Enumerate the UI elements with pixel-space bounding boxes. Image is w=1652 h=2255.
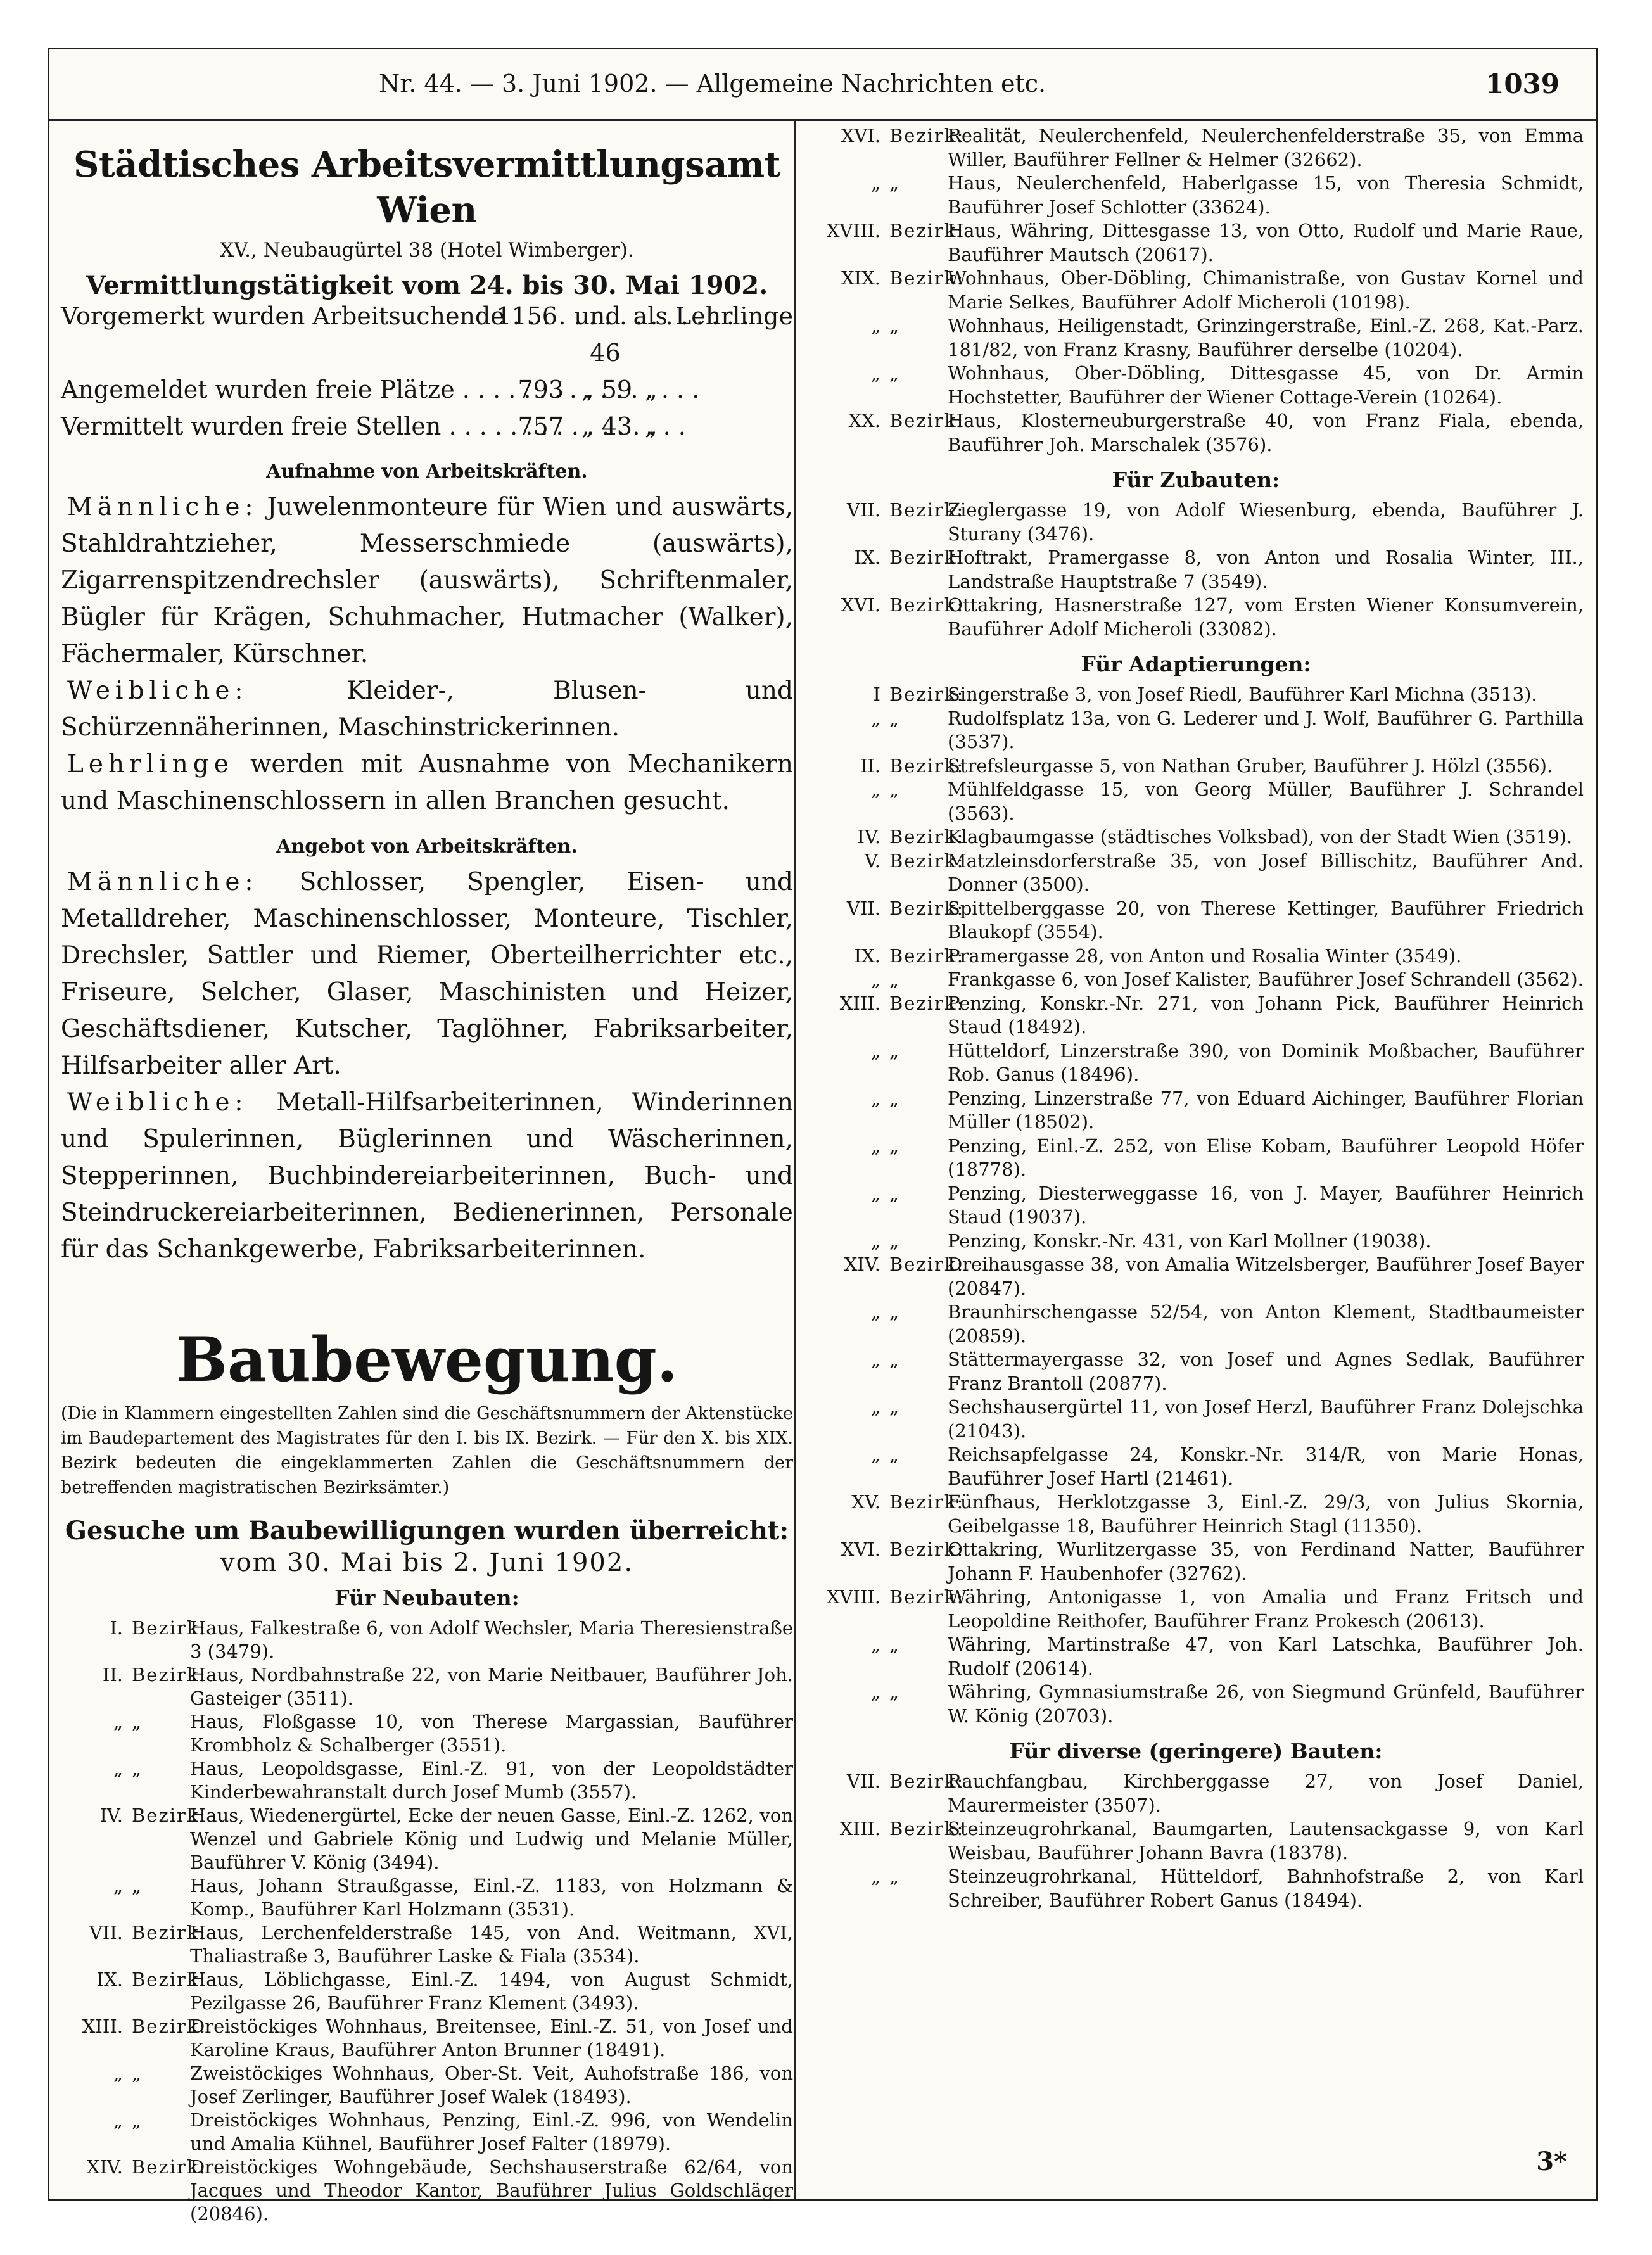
entry-district: XVI.: [841, 594, 880, 616]
permit-entry: [808, 1229, 1584, 1254]
entry-bezirk: Bezirk:: [132, 2016, 207, 2037]
entry-text: Penzing, Linzerstraße 77, von Eduard Aichinger, Bauführer Florian Müller (18502).: [948, 1087, 1584, 1133]
stat-suffix: „: [645, 412, 658, 440]
permit-entry: [808, 594, 1584, 641]
permit-entry: [808, 546, 1584, 594]
entry-district: I: [873, 683, 880, 705]
permit-entry: [808, 1395, 1584, 1443]
category-label: Männliche:: [67, 493, 258, 521]
entry-bezirk: „: [889, 1634, 901, 1655]
entry-text: Haus, Neulerchenfeld, Haberlgasse 15, von Theresia Schmidt, Bauführer Josef Schlotter (33624).: [948, 172, 1584, 218]
stat-apprentices: „ 59: [581, 376, 632, 403]
permit-entry: [808, 968, 1584, 992]
angebot-list: [61, 864, 793, 1268]
entry-bezirk: Bezirk:: [889, 547, 965, 568]
entry-text: Penzing, Konskr.-Nr. 431, von Karl Mollner (19038).: [948, 1229, 1432, 1252]
permit-entry: [808, 1182, 1584, 1229]
entry-text: Penzing, Diesterweggasse 16, von J. Mayer, Bauführer Heinrich Staud (19037).: [948, 1182, 1584, 1228]
entry-text: Währing, Gymnasiumstraße 26, von Siegmund Grünfeld, Bauführer W. König (20703).: [948, 1681, 1584, 1727]
permit-entry: [808, 499, 1584, 546]
permit-entry: [61, 2156, 793, 2226]
entry-district: „: [870, 315, 880, 336]
entry-bezirk: „: [889, 1301, 901, 1323]
diverse-list: [808, 1770, 1584, 1912]
entry-district: VII.: [846, 1770, 880, 1792]
entry-text: Haus, Währing, Dittesgasse 13, von Otto, Rudolf und Marie Raue, Bauführer Mautsch (20617).: [948, 220, 1584, 265]
entry-text: Spittelberggasse 20, von Therese Kettinger, Bauführer Friedrich Blaukopf (3554).: [948, 897, 1584, 943]
entry-bezirk: „: [889, 1087, 901, 1109]
newspaper-page: [48, 48, 1598, 2225]
entry-bezirk: Bezirk:: [889, 849, 965, 872]
entry-text: Pramergasse 28, von Anton und Rosalia Winter (3549).: [948, 944, 1462, 967]
stat-row: [61, 298, 793, 371]
entry-district: VII.: [846, 897, 880, 919]
entry-text: Mühlfeldgasse 15, von Georg Müller, Bauführer J. Schrandel (3563).: [948, 778, 1584, 824]
entry-district: „: [870, 1182, 880, 1204]
category-text: Metall-Hilfsarbeiterinnen, Winderinnen und Spulerinnen, Büglerinnen und Wäscherinnen, Stepperinnen, Buchbindereiarbeiterinnen, Buch- und Steindruckereiarbeiterinnen, Bedienerinnen, Personale für das Schankgewerbe, Fabriksarbeiterinnen.: [61, 1088, 793, 1264]
entry-bezirk: „: [132, 1711, 143, 1732]
entry-text: Dreistöckiges Wohngebäude, Sechshauserstraße 62/64, von Jacques und Theodor Kantor, Bauführer Julius Goldschläger (20846).: [190, 2156, 793, 2225]
stat-label: Angemeldet wurden freie Plätze . . .: [61, 371, 481, 408]
entry-district: XV.: [851, 1491, 880, 1513]
permit-entry: [808, 124, 1584, 172]
entry-text: Sechshausergürtel 11, von Josef Herzl, Bauführer Franz Dolejschka (21043).: [948, 1396, 1584, 1442]
entry-district: I.: [110, 1617, 123, 1639]
left-column: [53, 124, 793, 2226]
entry-bezirk: Bezirk:: [889, 1586, 965, 1608]
category-paragraph: [61, 746, 793, 820]
entry-district: IV.: [857, 826, 880, 848]
permit-entry: [808, 1300, 1584, 1348]
entry-text: Reichsapfelgasse 24, Konskr.-Nr. 314/R, von Marie Honas, Bauführer Josef Hartl (21461).: [948, 1444, 1584, 1489]
stat-suffix: „: [645, 376, 658, 403]
permit-entry: [808, 849, 1584, 897]
entry-district: VII.: [89, 1922, 123, 1943]
entry-bezirk: Bezirk:: [132, 1805, 207, 1826]
entry-bezirk: „: [889, 1396, 901, 1418]
entry-district: „: [870, 1634, 880, 1655]
entry-bezirk: „: [889, 1039, 901, 1062]
permit-entry: [61, 2015, 793, 2062]
baubewegung-title: Baubewegung.: [175, 1324, 678, 1395]
period-heading: Vermittlungstätigkeit vom 24. bis 30. Mai 1902.: [86, 270, 768, 300]
entry-district: II.: [860, 754, 880, 777]
entry-district: „: [870, 778, 880, 800]
entry-text: Haus, Johann Straußgasse, Einl.-Z. 1183, von Holzmann & Komp., Bauführer Karl Holzmann (3531).: [190, 1875, 793, 1920]
entry-bezirk: „: [889, 778, 901, 800]
entry-text: Wohnhaus, Ober-Döbling, Dittesgasse 45, von Dr. Armin Hochstetter, Bauführer der Wiener Cottage-Verein (10264).: [948, 362, 1584, 408]
entry-district: „: [113, 2109, 123, 2131]
entry-text: Hütteldorf, Linzerstraße 390, von Dominik Moßbacher, Bauführer Rob. Ganus (18496).: [948, 1039, 1584, 1085]
permit-entry: [808, 314, 1584, 362]
permit-entry: [808, 944, 1584, 969]
entry-bezirk: Bezirk:: [889, 992, 965, 1014]
entry-bezirk: „: [132, 1758, 143, 1779]
entry-text: Währing, Antonigasse 1, von Amalia und Franz Fritsch und Leopoldine Reithofer, Bauführer Franz Prokesch (20613).: [948, 1586, 1584, 1632]
stat-label: Vermittelt wurden freie Stellen . . .: [61, 408, 481, 445]
permit-entry: [808, 409, 1584, 457]
entry-bezirk: „: [889, 362, 901, 384]
category-label: Weibliche:: [67, 1088, 248, 1117]
permit-entry: [808, 1039, 1584, 1087]
category-paragraph: [61, 864, 793, 1084]
entry-text: Haus, Floßgasse 10, von Therese Margassian, Bauführer Krombholz & Schalberger (3551).: [190, 1711, 793, 1756]
baubewegung-note: (Die in Klammern eingestellten Zahlen sind die Geschäftsnummern der Aktenstücke im Baudepartement des Magistrates für den I. bis IX. Bezirk. — Für den X. bis XIX. Bezirk bedeuten die eingeklammerten Zahlen die Geschäftsnummern der betreffenden magistratischen Bezirksämter.): [61, 1404, 793, 1497]
entry-text: Wohnhaus, Heiligenstadt, Grinzingerstraße, Einl.-Z. 268, Kat.-Parz. 181/82, von Franz Krasny, Bauführer derselbe (10204).: [948, 315, 1584, 360]
permit-entry: [61, 1710, 793, 1757]
entry-text: Zieglergasse 19, von Adolf Wiesenburg, ebenda, Bauführer J. Sturany (3476).: [948, 499, 1584, 545]
entry-district: XIII.: [839, 1818, 880, 1839]
office-title: Städtisches Arbeitsvermittlungsamt Wien: [73, 144, 780, 231]
neubauten-heading: Für Neubauten:: [334, 1585, 519, 1610]
entry-district: XIII.: [839, 992, 880, 1014]
entry-text: Währing, Martinstraße 47, von Karl Latschka, Bauführer Joh. Rudolf (20614).: [948, 1634, 1584, 1679]
statistics-table: [61, 298, 793, 445]
permit-entry: [808, 1585, 1584, 1633]
entry-text: Penzing, Einl.-Z. 252, von Elise Kobam, Bauführer Leopold Höfer (18778).: [948, 1134, 1584, 1180]
adaptierungen-list: [808, 683, 1584, 1728]
entry-district: „: [870, 172, 880, 194]
entry-bezirk: Bezirk:: [889, 944, 965, 967]
entry-district: XIX.: [841, 267, 880, 289]
stat-seekers: 793: [518, 376, 564, 403]
entry-bezirk: Bezirk:: [889, 1818, 965, 1839]
entry-district: XIV.: [844, 1254, 880, 1275]
permit-entry: [808, 1134, 1584, 1182]
entry-district: IX.: [96, 1969, 123, 1990]
stat-suffix: als Lehrlinge: [633, 302, 793, 330]
entry-text: Haus, Nordbahnstraße 22, von Marie Neitbauer, Bauführer Joh. Gasteiger (3511).: [190, 1664, 793, 1709]
aufnahme-heading: Aufnahme von Arbeitskräften.: [266, 461, 588, 483]
category-paragraph: [61, 1084, 793, 1268]
entry-text: Stättermayergasse 32, von Josef und Agnes Sedlak, Bauführer Franz Brantoll (20877).: [948, 1349, 1584, 1394]
permit-entry: [808, 1770, 1584, 1817]
permit-entry: [808, 267, 1584, 314]
permit-entry: [61, 1968, 793, 2015]
entry-text: Hoftrakt, Pramergasse 8, von Anton und Rosalia Winter, III., Landstraße Hauptstraße 7 (3549).: [948, 547, 1584, 592]
entry-bezirk: „: [889, 969, 901, 990]
category-text: werden mit Ausnahme von Mechanikern und Maschinenschlossern in allen Branchen gesucht.: [61, 750, 793, 815]
permit-entry: [808, 1680, 1584, 1728]
entry-district: „: [870, 1444, 880, 1465]
entry-district: VII.: [846, 499, 880, 521]
category-label: Männliche:: [67, 868, 258, 896]
entry-district: XVIII.: [826, 1586, 880, 1608]
entry-bezirk: „: [889, 315, 901, 336]
permit-entry: [808, 1490, 1584, 1538]
stat-seekers: 1156: [496, 302, 557, 330]
stat-label: Vorgemerkt wurden Arbeitsuchende . . .: [61, 298, 481, 371]
permit-entry: [808, 1817, 1584, 1865]
entry-bezirk: Bezirk:: [889, 683, 965, 705]
adaptierungen-heading: Für Adaptierungen:: [1081, 652, 1311, 676]
permit-entry: [808, 219, 1584, 267]
entry-district: „: [870, 1087, 880, 1109]
neubauten-list-continued: [808, 124, 1584, 457]
entry-district: „: [113, 2062, 123, 2084]
entry-district: „: [870, 1301, 880, 1323]
permit-entry: [61, 1757, 793, 1804]
entry-district: „: [870, 1349, 880, 1370]
permit-entry: [61, 1663, 793, 1710]
permit-entry: [808, 754, 1584, 778]
column-divider: [794, 119, 796, 2199]
entry-bezirk: Bezirk:: [132, 1969, 207, 1990]
page-number: 1039: [1485, 68, 1560, 99]
entry-text: Penzing, Konskr.-Nr. 271, von Johann Pick, Bauführer Heinrich Staud (18492).: [948, 992, 1584, 1038]
entry-text: Strefsleurgasse 5, von Nathan Gruber, Bauführer J. Hölzl (3556).: [948, 754, 1553, 777]
stat-apprentices: „ 43: [581, 412, 632, 440]
entry-text: Haus, Leopoldsgasse, Einl.-Z. 91, von der Leopoldstädter Kinderbewahranstalt durch Josef Mumb (3557).: [190, 1758, 793, 1803]
entry-district: „: [113, 1875, 123, 1896]
diverse-heading: Für diverse (geringere) Bauten:: [1009, 1739, 1383, 1763]
entry-text: Steinzeugrohrkanal, Baumgarten, Lautensackgasse 9, von Karl Weisbau, Bauführer Johann Bavra (18378).: [948, 1818, 1584, 1864]
entry-bezirk: „: [132, 1875, 143, 1896]
entry-text: Frankgasse 6, von Josef Kalister, Bauführer Josef Schrandell (3562).: [948, 969, 1584, 990]
entry-bezirk: „: [889, 1865, 901, 1887]
entry-bezirk: „: [889, 1229, 901, 1252]
stat-seekers: 757: [518, 412, 564, 440]
entry-district: „: [113, 1758, 123, 1779]
entry-text: Dreistöckiges Wohnhaus, Breitensee, Einl.-Z. 51, von Josef und Karoline Kraus, Bauführer Anton Brunner (18491).: [190, 2016, 793, 2061]
entry-bezirk: Bezirk:: [889, 1539, 965, 1560]
category-label: Lehrlinge: [67, 750, 234, 778]
permit-entry: [808, 1253, 1584, 1300]
entry-text: Realität, Neulerchenfeld, Neulerchenfelderstraße 35, von Emma Willer, Bauführer Fellner & Helmer (32662).: [948, 125, 1584, 170]
entry-district: XX.: [848, 410, 880, 431]
entry-district: II.: [102, 1664, 123, 1686]
permit-entry: [61, 1874, 793, 1921]
entry-bezirk: „: [889, 1134, 901, 1157]
category-paragraph: [61, 673, 793, 746]
entry-district: IV.: [99, 1805, 123, 1826]
permit-entry: [808, 992, 1584, 1039]
permit-entry: [808, 707, 1584, 754]
zubauten-heading: Für Zubauten:: [1112, 467, 1280, 492]
entry-bezirk: „: [132, 2109, 143, 2131]
entry-text: Fünfhaus, Herklotzgasse 3, Einl.-Z. 29/3, von Julius Skornia, Geibelgasse 18, Bauführer Heinrich Stagl (11350).: [948, 1491, 1584, 1537]
entry-district: IX.: [854, 547, 880, 568]
entry-district: „: [870, 969, 880, 990]
entry-district: XIV.: [86, 2156, 123, 2178]
permit-entry: [61, 1804, 793, 1874]
running-title: Nr. 44. — 3. Juni 1902. — Allgemeine Nachrichten etc.: [379, 70, 1046, 98]
entry-bezirk: Bezirk:: [889, 594, 965, 616]
gesuche-period: vom 30. Mai bis 2. Juni 1902.: [220, 1548, 634, 1577]
permit-entry: [808, 683, 1584, 707]
permit-entry: [808, 172, 1584, 219]
entry-district: IX.: [854, 944, 880, 967]
entry-text: Dreistöckiges Wohnhaus, Penzing, Einl.-Z. 996, von Wendelin und Amalia Kühnel, Bauführer Josef Falter (18979).: [190, 2109, 793, 2154]
entry-bezirk: Bezirk:: [889, 1491, 965, 1513]
entry-bezirk: Bezirk:: [132, 2156, 207, 2178]
category-text: Schlosser, Spengler, Eisen- und Metalldreher, Maschinenschlosser, Monteure, Tischler, Drechsler, Sattler und Riemer, Oberteilherrichter etc., Friseure, Selcher, Glaser, Maschinisten und Heizer, Geschäftsdiener, Kutscher, Taglöhner, Fabriksarbeiter, Hilfsarbeiter aller Art.: [61, 868, 793, 1080]
entry-text: Ottakring, Wurlitzergasse 35, von Ferdinand Natter, Bauführer Johann F. Haubenhofer (32762).: [948, 1539, 1584, 1584]
permit-entry: [808, 1348, 1584, 1395]
entry-district: „: [113, 1711, 123, 1732]
entry-text: Haus, Wiedenergürtel, Ecke der neuen Gasse, Einl.-Z. 1262, von Wenzel und Gabriele König und Ludwig und Melanie Müller, Bauführer V. König (3494).: [190, 1805, 793, 1873]
permit-entry: [61, 1921, 793, 1968]
entry-bezirk: „: [889, 707, 901, 729]
permit-entry: [808, 1538, 1584, 1585]
entry-text: Haus, Klosterneuburgerstraße 40, von Franz Fiala, ebenda, Bauführer Joh. Marschalek (3576).: [948, 410, 1584, 455]
permit-entry: [808, 897, 1584, 944]
entry-district: XIII.: [82, 2016, 123, 2037]
entry-bezirk: „: [889, 1681, 901, 1703]
entry-text: Wohnhaus, Ober-Döbling, Chimanistraße, von Gustav Kornel und Marie Selkes, Bauführer Adolf Micheroli (10198).: [948, 267, 1584, 313]
entry-bezirk: Bezirk:: [889, 499, 965, 521]
permit-entry: [808, 778, 1584, 825]
entry-text: Ottakring, Hasnerstraße 127, vom Ersten Wiener Konsumverein, Bauführer Adolf Micheroli (33082).: [948, 594, 1584, 640]
permit-entry: [61, 2109, 793, 2156]
angebot-heading: Angebot von Arbeitskräften.: [276, 835, 578, 858]
right-column: [799, 124, 1596, 1912]
entry-text: Steinzeugrohrkanal, Hütteldorf, Bahnhofstraße 2, von Karl Schreiber, Bauführer Robert Ganus (18494).: [948, 1865, 1584, 1911]
permit-entry: [61, 2062, 793, 2109]
entry-district: „: [870, 1681, 880, 1703]
entry-text: Klagbaumgasse (städtisches Volksbad), von der Stadt Wien (3519).: [948, 826, 1573, 848]
permit-entry: [808, 1443, 1584, 1490]
category-label: Weibliche:: [67, 676, 248, 705]
entry-district: „: [870, 1039, 880, 1062]
entry-bezirk: „: [132, 2062, 143, 2084]
entry-text: Zweistöckiges Wohnhaus, Ober-St. Veit, Auhofstraße 186, von Josef Zerlinger, Bauführer Josef Walek (18493).: [190, 2062, 793, 2107]
entry-bezirk: Bezirk:: [889, 897, 965, 919]
entry-bezirk: „: [889, 1444, 901, 1465]
permit-entry: [808, 1633, 1584, 1680]
office-address: XV., Neubaugürtel 38 (Hotel Wimberger).: [220, 239, 634, 262]
entry-district: „: [870, 1865, 880, 1887]
entry-text: Singerstraße 3, von Josef Riedl, Bauführer Karl Michna (3513).: [948, 683, 1537, 705]
running-header: [49, 49, 1596, 121]
entry-text: Haus, Löblichgasse, Einl.-Z. 1494, von August Schmidt, Pezilgasse 26, Bauführer Franz Klement (3493).: [190, 1969, 793, 2014]
entry-bezirk: Bezirk:: [889, 1770, 965, 1792]
permit-entry: [808, 1865, 1584, 1912]
stat-row: [61, 408, 793, 445]
entry-district: „: [870, 362, 880, 384]
entry-text: Braunhirschengasse 52/54, von Anton Klement, Stadtbaumeister (20859).: [948, 1301, 1584, 1347]
entry-district: „: [870, 1396, 880, 1418]
permit-entry: [808, 1087, 1584, 1134]
entry-district: „: [870, 1229, 880, 1252]
permit-entry: [808, 825, 1584, 849]
category-text: Kleider-, Blusen- und Schürzennäherinnen, Maschinstrickerinnen.: [61, 676, 793, 742]
zubauten-list: [808, 499, 1584, 641]
permit-entry: [808, 362, 1584, 409]
entry-bezirk: Bezirk:: [889, 1254, 965, 1275]
entry-district: V.: [864, 849, 880, 872]
entry-district: „: [870, 1134, 880, 1157]
entry-bezirk: „: [889, 1349, 901, 1370]
entry-bezirk: Bezirk:: [132, 1617, 207, 1639]
sheet-signature: 3*: [1536, 2147, 1567, 2176]
entry-bezirk: „: [889, 172, 901, 194]
gesuche-heading: Gesuche um Baubewilligungen wurden überreicht:: [65, 1516, 789, 1546]
entry-bezirk: Bezirk:: [889, 410, 965, 431]
entry-district: XVIII.: [826, 220, 880, 241]
entry-text: Rauchfangbau, Kirchberggasse 27, von Josef Daniel, Maurermeister (3507).: [948, 1770, 1584, 1816]
aufnahme-list: [61, 489, 793, 820]
entry-text: Dreihausgasse 38, von Amalia Witzelsberger, Bauführer Josef Bayer (20847).: [948, 1254, 1584, 1299]
entry-text: Rudolfsplatz 13a, von G. Lederer und J. Wolf, Bauführer G. Parthilla (3537).: [948, 707, 1584, 753]
entry-text: Haus, Falkestraße 6, von Adolf Wechsler, Maria Theresienstraße 3 (3479).: [190, 1617, 793, 1662]
entry-bezirk: Bezirk:: [889, 125, 965, 146]
stat-apprentices: und 46: [574, 302, 621, 367]
stat-row: [61, 371, 793, 408]
entry-bezirk: Bezirk:: [132, 1922, 207, 1943]
entry-district: „: [870, 707, 880, 729]
permit-entry: [61, 1617, 793, 1663]
category-paragraph: [61, 489, 793, 673]
neubauten-list: [61, 1617, 793, 2226]
entry-bezirk: Bezirk:: [889, 826, 965, 848]
entry-bezirk: Bezirk:: [132, 1664, 207, 1686]
entry-bezirk: Bezirk:: [889, 267, 965, 289]
entry-district: XVI.: [841, 125, 880, 146]
entry-bezirk: Bezirk:: [889, 754, 965, 777]
entry-bezirk: „: [889, 1182, 901, 1204]
entry-text: Haus, Lerchenfelderstraße 145, von And. Weitmann, XVI, Thaliastraße 3, Bauführer Laske & Fiala (3534).: [190, 1922, 793, 1967]
category-text: Juwelenmonteure für Wien und auswärts, Stahldrahtzieher, Messerschmiede (auswärts), Zigarrenspitzendrechsler (auswärts), Schriftenmaler, Bügler für Krägen, Schuhmacher, Hutmacher (Walker), Fächermaler, Kürschner.: [61, 493, 793, 668]
entry-bezirk: Bezirk:: [889, 220, 965, 241]
entry-district: XVI.: [841, 1539, 880, 1560]
entry-text: Matzleinsdorferstraße 35, von Josef Billischitz, Bauführer And. Donner (3500).: [948, 849, 1584, 895]
